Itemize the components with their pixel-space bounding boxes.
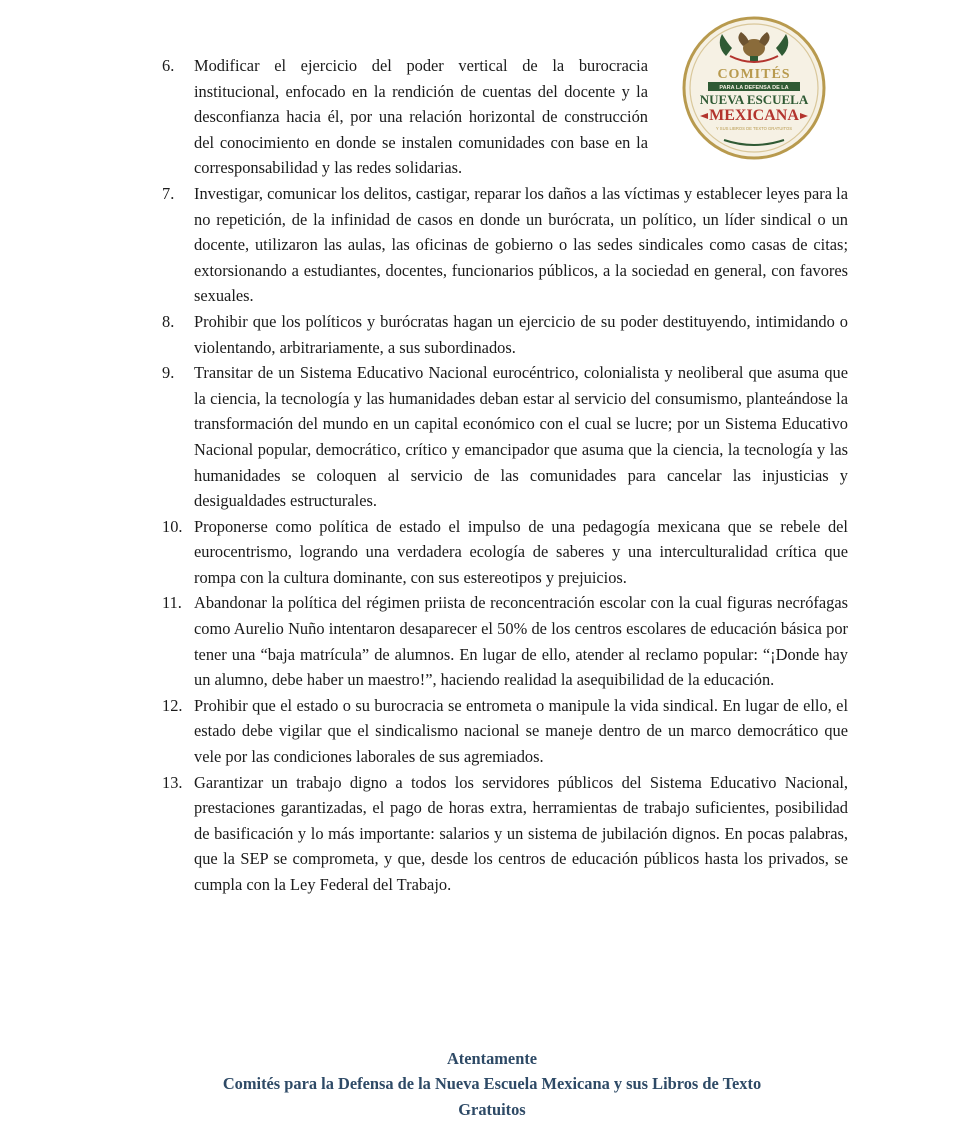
list-item [162,53,648,181]
list-item [162,181,848,309]
item-number: 10. [162,516,183,536]
item-number: 7. [162,183,175,203]
list-item [162,360,848,514]
item-number: 13. [162,772,183,792]
item-text: Modificar el ejercicio del poder vertical de la burocracia institucional, enfocado en la rendición de cuentas del docente y la desconfianza hacia él, por una relación horizontal de construcción del conocimiento en donde se instalen comunidades con base en la corresponsabilidad y las redes solidarias. [194,56,648,178]
list-item [162,770,848,898]
item-number: 8. [162,311,175,331]
item-text: Prohibir que el estado o su burocracia se entrometa o manipule la vida sindical. En lugar de ello, el estado debe vigilar que el sindicalismo nacional se maneje dentro de un marco democrático que vele por las condiciones laborales de sus agremiados. [194,695,848,767]
logo-text-top: COMITÉS [717,67,791,82]
list-item [162,693,848,770]
logo-text-main: MEXICANA [709,107,799,124]
closing-salutation: Atentamente [446,1049,538,1068]
item-number: 9. [162,363,175,383]
logo-text-small: Y SUS LIBROS DE TEXTO GRATUITOS [715,126,793,131]
logo-text-mid: NUEVA ESCUELA [699,92,809,107]
item-number: 6. [162,56,175,75]
item-text: Investigar, comunicar los delitos, castigar, reparar los daños a las víctimas y establecer leyes para la no repetición, de la infinidad de casos en donde un burócrata, un político, un líder sindical o un docente, utilizaron las aulas, las oficinas de gobierno o las sedes sindicales como casas de citas; extorsionando a estudiantes, docentes, funcionarios públicos, a la sociedad en general, con favores sexuales. [194,183,848,306]
proposal-list [162,53,848,898]
list-item [162,590,848,692]
item-text: Abandonar la política del régimen priista de reconcentración escolar con la cual figuras necrófagas como Aurelio Nuño intentaron desaparecer el 50% de los centros escolares de educación básica por tener una “baja matrícula” de alumnos. En lugar de ello, atender al reclamo popular: “¡Donde hay un alumno, debe haber un maestro!”, haciendo realidad la asequibilidad de la educación. [194,593,848,690]
item-text: Garantizar un trabajo digno a todos los servidores públicos del Sistema Educativo Nacional, prestaciones garantizadas, el pago de horas extra, herramientas de trabajo suficientes, posibilidad de basificación y lo más importante: salarios y un sistema de jubilación dignos. En pocas palabras, que la SEP se comprometa, y que, desde los centros de educación públicos hasta los privados, se cumpla con la Ley Federal del Trabajo. [194,772,848,894]
closing-signature: Comités para la Defensa de la Nueva Escuela Mexicana y sus Libros de Texto [222,1074,762,1093]
list-item [162,514,848,591]
list-item [162,309,848,360]
item-number: 11. [162,593,182,613]
item-text: Transitar de un Sistema Educativo Nacional eurocéntrico, colonialista y neoliberal que asuma que la ciencia, la tecnología y las humanidades deban estar al servicio del consumismo, planteándose la transformación del mundo en un capital económico con el cual se lucre; por un Sistema Educativo Nacional popular, democrático, crítico y emancipador que asuma que la ciencia, la tecnología y las humanidades se coloquen al servicio de las comunidades para cancelar las injusticias y desigualdades estructurales. [194,363,848,511]
closing-signature-cont: Gratuitos [458,1100,526,1119]
item-text: Prohibir que los políticos y burócratas hagan un ejercicio de su poder destituyendo, intimidando o violentando, arbitrariamente, a sus subordinados. [194,311,848,357]
item-number: 12. [162,695,183,715]
logo-text-band: PARA LA DEFENSA DE LA [719,85,789,91]
item-text: Proponerse como política de estado el impulso de una pedagogía mexicana que se rebele del eurocentrismo, logrando una verdadera ecología de saberes y una interculturalidad crítica que rompa con la cultura dominante, con sus estereotipos y prejuicios. [194,516,848,587]
